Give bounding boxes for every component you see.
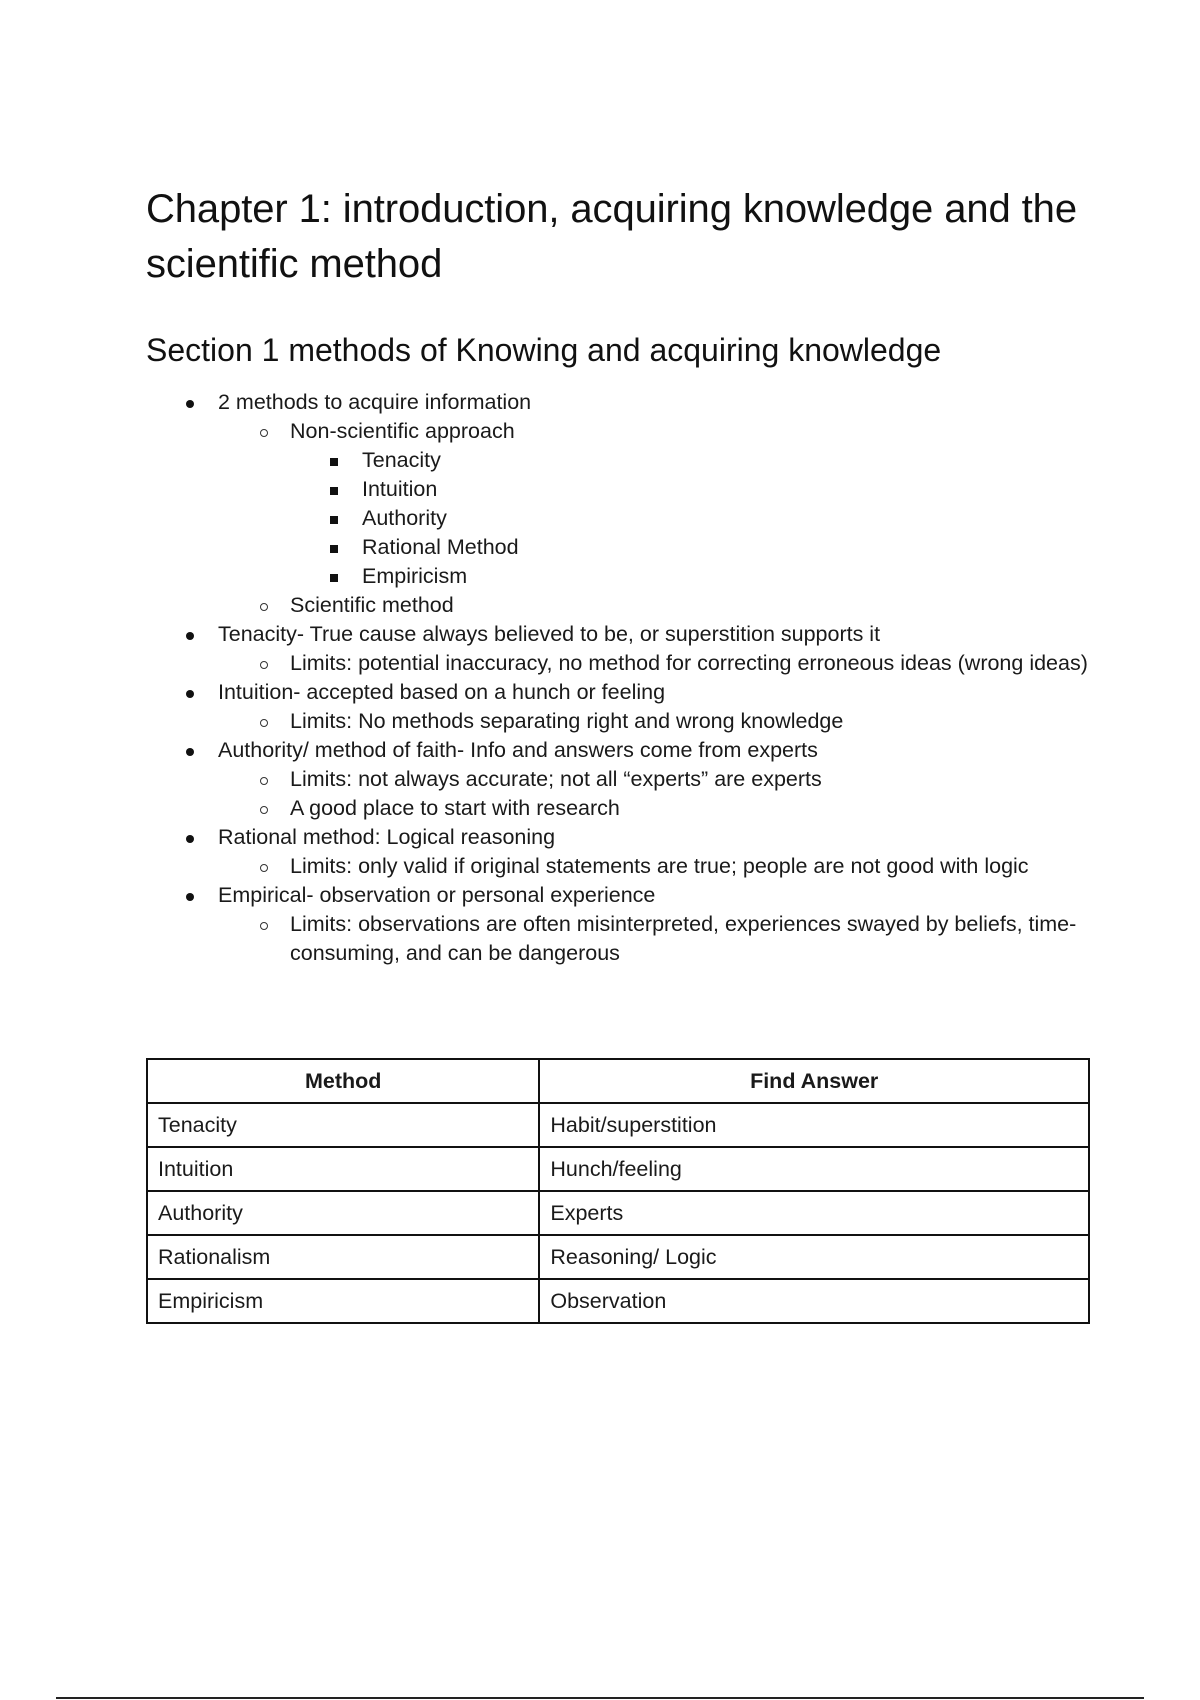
bullet-square-icon <box>330 487 338 495</box>
list-item <box>218 852 1090 881</box>
list-item-text: Non-scientific approach <box>290 419 515 443</box>
chapter-title: Chapter 1: introduction, acquiring knowledge and the scientific method <box>146 187 1077 286</box>
list-item-text: Tenacity- True cause always believed to be, or superstition supports it <box>218 622 881 646</box>
list-item-text: Intuition <box>362 477 438 501</box>
table-cell-method: Rationalism <box>147 1235 539 1279</box>
list-item-text: Tenacity <box>362 448 441 472</box>
bullet-circle-icon <box>260 661 268 669</box>
list-item <box>218 591 1090 620</box>
list-item <box>146 881 1090 968</box>
bullet-circle-icon <box>260 806 268 814</box>
bullet-disc-icon <box>186 835 194 843</box>
table-header-row <box>147 1059 1089 1103</box>
table-cell-answer: Habit/superstition <box>539 1103 1089 1147</box>
methods-table <box>146 1058 1090 1324</box>
list-item <box>290 533 1090 562</box>
list-item <box>290 475 1090 504</box>
table-row <box>147 1191 1089 1235</box>
list-item <box>146 388 1090 620</box>
list-item-text: Limits: only valid if original statements are true; people are not good with logic <box>290 854 1029 878</box>
list-item-text: Scientific method <box>290 593 454 617</box>
column-header-find-answer: Find Answer <box>539 1059 1089 1103</box>
list-item <box>290 446 1090 475</box>
sub-list <box>218 417 1090 620</box>
bullet-disc-icon <box>186 748 194 756</box>
section-heading: Section 1 methods of Knowing and acquiring knowledge <box>146 332 942 368</box>
table-row <box>147 1279 1089 1323</box>
list-item-text: Empirical- observation or personal experience <box>218 883 656 907</box>
table-row <box>147 1103 1089 1147</box>
page-bottom-rule <box>56 1697 1144 1699</box>
table-cell-method: Authority <box>147 1191 539 1235</box>
bullet-circle-icon <box>260 429 268 437</box>
sub-list <box>218 765 1090 823</box>
list-item-text: Rational Method <box>362 535 519 559</box>
bullet-circle-icon <box>260 603 268 611</box>
list-item-text: Intuition- accepted based on a hunch or feeling <box>218 680 666 704</box>
list-item-text: Empiricism <box>362 564 468 588</box>
list-item-text: Rational method: Logical reasoning <box>218 825 556 849</box>
list-item-text: 2 methods to acquire information <box>218 390 532 414</box>
list-item-text: A good place to start with research <box>290 796 620 820</box>
table-cell-answer: Observation <box>539 1279 1089 1323</box>
list-item <box>218 417 1090 591</box>
bullet-circle-icon <box>260 864 268 872</box>
document-page <box>146 182 1090 968</box>
bullet-disc-icon <box>186 400 194 408</box>
column-header-method: Method <box>147 1059 539 1103</box>
list-item <box>290 504 1090 533</box>
bullet-disc-icon <box>186 690 194 698</box>
list-item <box>218 649 1090 678</box>
bullet-circle-icon <box>260 719 268 727</box>
list-item <box>218 707 1090 736</box>
list-item <box>218 910 1090 968</box>
list-item <box>218 765 1090 794</box>
sub-list <box>218 910 1090 968</box>
table-cell-answer: Reasoning/ Logic <box>539 1235 1089 1279</box>
list-item <box>290 562 1090 591</box>
list-item-text: Authority <box>362 506 447 530</box>
list-item <box>218 794 1090 823</box>
sub-sub-list <box>290 446 1090 591</box>
bullet-square-icon <box>330 458 338 466</box>
sub-list <box>218 852 1090 881</box>
table-cell-method: Intuition <box>147 1147 539 1191</box>
bullet-disc-icon <box>186 632 194 640</box>
table-cell-answer: Hunch/feeling <box>539 1147 1089 1191</box>
table-cell-answer: Experts <box>539 1191 1089 1235</box>
bullet-square-icon <box>330 574 338 582</box>
list-item <box>146 736 1090 823</box>
sub-list <box>218 649 1090 678</box>
list-item <box>146 678 1090 736</box>
list-item-text: Limits: observations are often misinterpreted, experiences swayed by beliefs, time-consuming, and can be dangerous <box>290 912 1077 965</box>
bullet-square-icon <box>330 516 338 524</box>
list-item-text: Limits: No methods separating right and wrong knowledge <box>290 709 844 733</box>
list-item-text: Limits: not always accurate; not all “experts” are experts <box>290 767 822 791</box>
bullet-circle-icon <box>260 922 268 930</box>
bullet-square-icon <box>330 545 338 553</box>
list-item-text: Limits: potential inaccuracy, no method for correcting erroneous ideas (wrong ideas) <box>290 651 1088 675</box>
table-row <box>147 1235 1089 1279</box>
list-item-text: Authority/ method of faith- Info and answers come from experts <box>218 738 818 762</box>
list-item <box>146 620 1090 678</box>
table-cell-method: Tenacity <box>147 1103 539 1147</box>
table-row <box>147 1147 1089 1191</box>
table-cell-method: Empiricism <box>147 1279 539 1323</box>
sub-list <box>218 707 1090 736</box>
bullet-circle-icon <box>260 777 268 785</box>
methods-outline <box>146 388 1090 968</box>
bullet-disc-icon <box>186 893 194 901</box>
list-item <box>146 823 1090 881</box>
